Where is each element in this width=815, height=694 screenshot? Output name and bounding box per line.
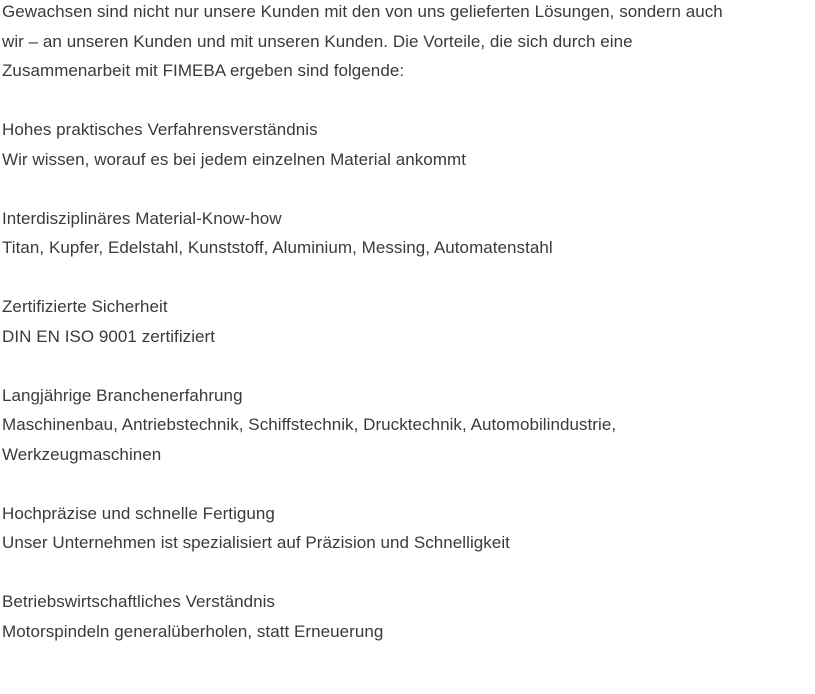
benefit-description: DIN EN ISO 9001 zertifiziert	[2, 326, 216, 346]
intro-line: Gewachsen sind nicht nur unsere Kunden mit den von uns gelieferten Lösungen, sondern auch	[2, 2, 723, 21]
benefit-description: Wir wissen, worauf es bei jedem einzelnen Material ankommt	[2, 149, 466, 169]
benefit-section-fertigung	[2, 499, 815, 558]
intro-paragraph	[2, 0, 815, 86]
benefit-section-branchenerfahrung	[2, 381, 815, 470]
benefit-description: Titan, Kupfer, Edelstahl, Kunststoff, Aluminium, Messing, Automatenstahl	[2, 238, 553, 257]
intro-line: Zusammenarbeit mit FIMEBA ergeben sind folgende:	[2, 61, 405, 80]
benefit-section-material-know-how	[2, 204, 815, 263]
benefit-description: Werkzeugmaschinen	[2, 444, 162, 464]
benefit-section-verfahrensverstaendnis	[2, 115, 815, 174]
benefit-title: Hohes praktisches Verfahrensverständnis	[2, 120, 318, 139]
benefit-title: Zertifizierte Sicherheit	[2, 297, 168, 316]
benefit-title: Hochpräzise und schnelle Fertigung	[2, 503, 275, 523]
benefit-title: Betriebswirtschaftliches Verständnis	[2, 592, 275, 611]
benefit-title: Interdisziplinäres Material-Know-how	[2, 208, 282, 228]
benefit-description: Maschinenbau, Antriebstechnik, Schiffstechnik, Drucktechnik, Automobilindustrie,	[2, 415, 617, 434]
benefit-section-betriebswirtschaft	[2, 587, 815, 646]
benefit-section-zertifizierte-sicherheit	[2, 292, 815, 351]
intro-line: wir – an unseren Kunden und mit unseren Kunden. Die Vorteile, die sich durch eine	[2, 31, 633, 51]
benefit-description: Unser Unternehmen ist spezialisiert auf Präzision und Schnelligkeit	[2, 533, 510, 552]
benefit-description: Motorspindeln generalüberholen, statt Erneuerung	[2, 621, 384, 641]
benefit-title: Langjährige Branchenerfahrung	[2, 385, 243, 405]
